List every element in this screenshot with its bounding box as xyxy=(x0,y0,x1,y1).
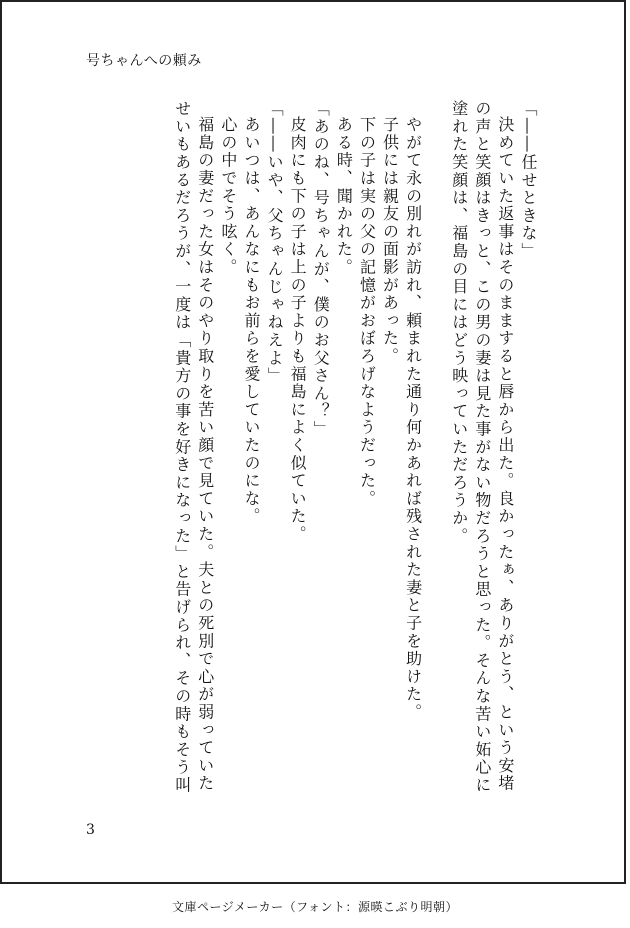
paragraph-murmur: 心の中でそう呟く。 xyxy=(218,116,238,277)
paragraph-younger-child: 下の子は実の父の記憶がおぼろげなようだった。 xyxy=(357,116,377,508)
running-header-title: 号ちゃんへの頼み xyxy=(86,53,202,69)
paragraph-blank-line xyxy=(425,100,448,806)
paragraph-children: 子供には親友の面影があった。 xyxy=(380,116,400,366)
page-number: 3 xyxy=(86,822,95,838)
paragraph-dialogue-makasetokina: 「――任せときな」 xyxy=(519,100,538,261)
paragraph-farewell: やがて永の別れが訪れ、頼まれた通り何かあれば残された妻と子を助けた。 xyxy=(403,116,423,722)
paragraph-reply: 決めていた返事はそのまますると唇から出た。良かったぁ、ありがとう、という安堵の声と笑顔はきっと、この男の妻は見た事がない物だろうと思った。そんな苦い妬心に塗れた笑顔は、福島の目にはどう映っていただろうか。 xyxy=(449,100,515,795)
paragraph-dialogue-question: 「あのね、号ちゃんが、僕のお父さん？」 xyxy=(311,100,331,439)
paragraph-asked: ある時、聞かれた。 xyxy=(334,116,354,277)
paragraph-wife: 福島の妻だった女はそのやり取りを苦い顔で見ていた。夫との死別で心が弱っていたせいもあるだろうが、一度は「貴方の事を好きになった」と告げられ、その時もそう叫 xyxy=(172,100,215,795)
paragraph-dialogue-answer: 「――いや、父ちゃんじゃねえよ」 xyxy=(265,100,285,385)
paragraph-resemblance: 皮肉にも下の子は上の子よりも福島によく似ていた。 xyxy=(288,116,308,544)
vertical-body-text xyxy=(171,100,540,806)
footer-credit: 文庫ページメーカー（フォント：源暎こぶり明朝） xyxy=(171,900,459,914)
paragraph-love: あいつは、あんなにもお前らを愛していたのにな。 xyxy=(241,116,261,526)
